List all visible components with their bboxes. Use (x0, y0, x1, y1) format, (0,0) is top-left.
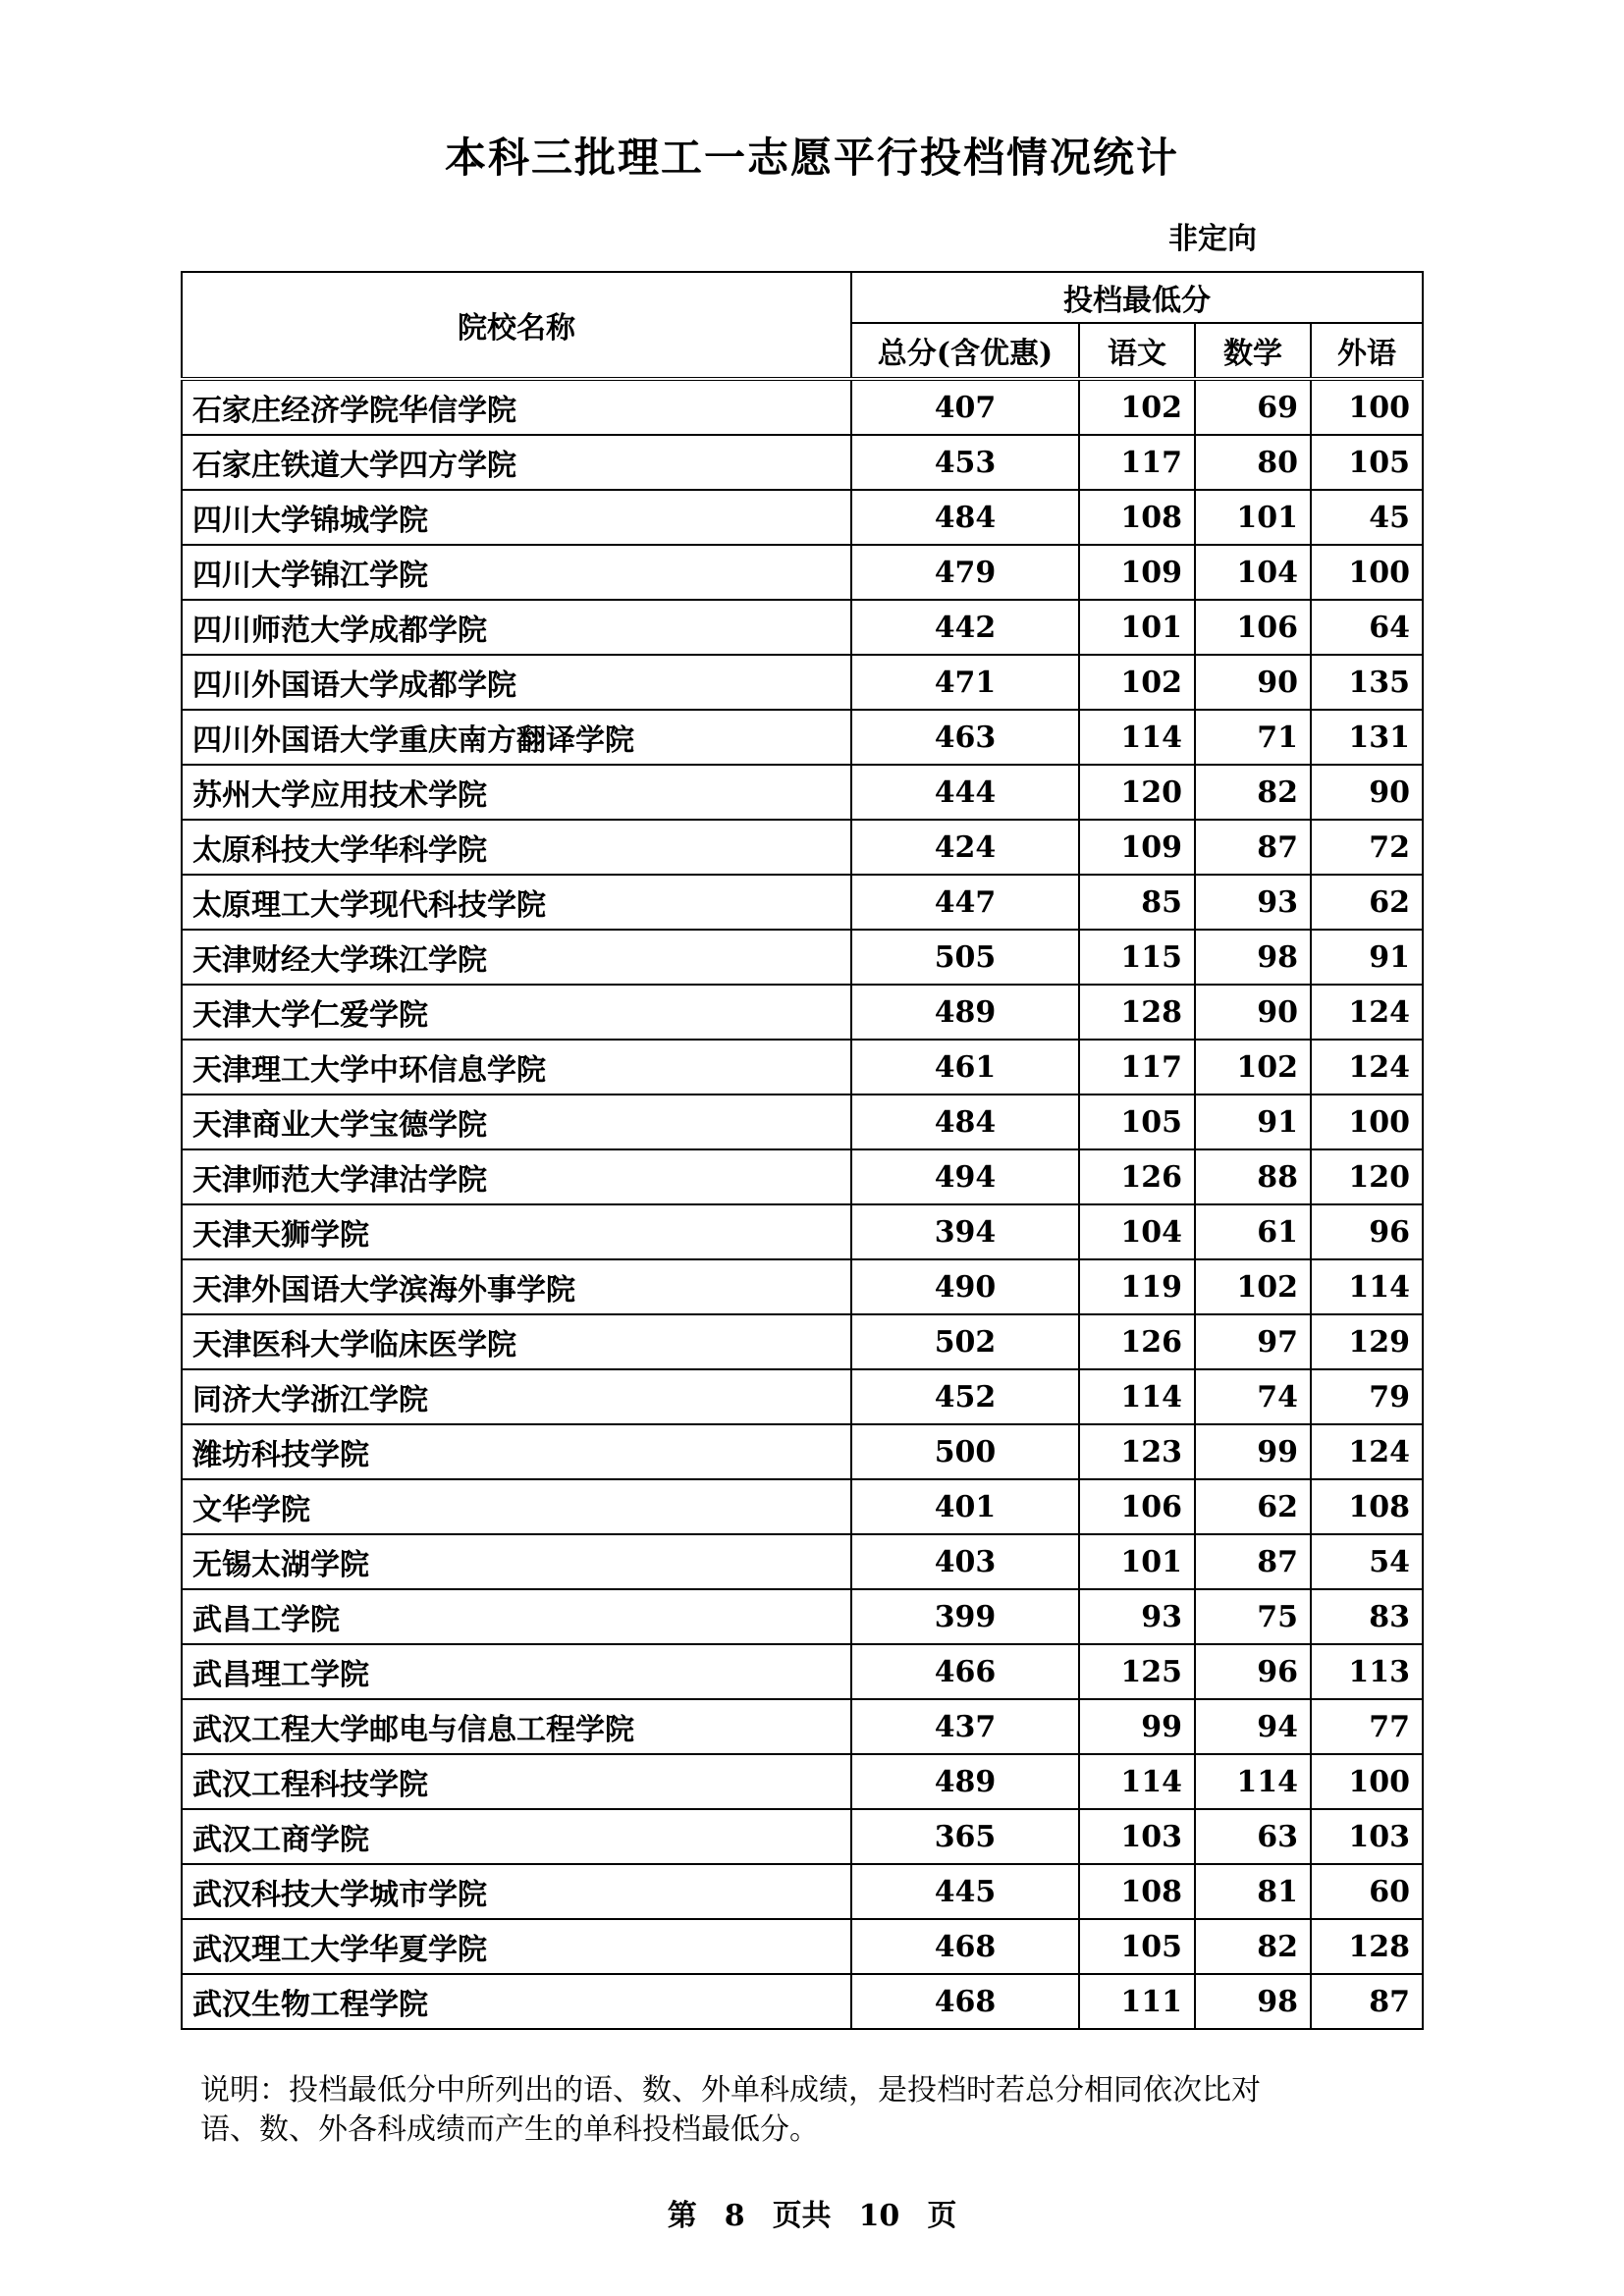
table-row (182, 1754, 1423, 1809)
total-score-cell: 399 (851, 1589, 1079, 1644)
school-name-cell: 天津外国语大学滨海外事学院 (182, 1259, 851, 1314)
math-score-cell: 75 (1195, 1589, 1311, 1644)
math-score-cell: 82 (1195, 1919, 1311, 1974)
school-name-cell: 潍坊科技学院 (182, 1424, 851, 1479)
foreign-score-cell: 129 (1311, 1314, 1423, 1369)
chinese-score-cell: 125 (1079, 1644, 1195, 1699)
total-score-cell: 424 (851, 820, 1079, 875)
page-title: 本科三批理工一志愿平行投档情况统计 (444, 133, 1179, 182)
total-score-cell: 365 (851, 1809, 1079, 1864)
chinese-score-cell: 99 (1079, 1699, 1195, 1754)
math-score-cell: 99 (1195, 1424, 1311, 1479)
total-score-cell: 445 (851, 1864, 1079, 1919)
chinese-score-cell: 126 (1079, 1314, 1195, 1369)
footer-mid: 页共 (772, 2199, 832, 2233)
chinese-score-cell: 102 (1079, 655, 1195, 710)
table-row (182, 490, 1423, 545)
table-row (182, 1534, 1423, 1589)
footer-suffix: 页 (927, 2199, 957, 2233)
total-score-cell: 468 (851, 1919, 1079, 1974)
total-score-cell: 394 (851, 1204, 1079, 1259)
school-name-cell: 四川外国语大学重庆南方翻译学院 (182, 710, 851, 765)
math-score-cell: 102 (1195, 1040, 1311, 1095)
foreign-score-cell: 64 (1311, 600, 1423, 655)
school-name-cell: 武汉理工大学华夏学院 (182, 1919, 851, 1974)
foreign-score-cell: 105 (1311, 435, 1423, 490)
foreign-score-cell: 54 (1311, 1534, 1423, 1589)
foreign-score-cell: 103 (1311, 1809, 1423, 1864)
table-row (182, 1095, 1423, 1149)
table-row (182, 985, 1423, 1040)
table-row (182, 1589, 1423, 1644)
math-score-cell: 88 (1195, 1149, 1311, 1204)
math-score-cell: 94 (1195, 1699, 1311, 1754)
table-row (182, 1974, 1423, 2029)
school-name-cell: 天津理工大学中环信息学院 (182, 1040, 851, 1095)
table-row (182, 600, 1423, 655)
table-row (182, 545, 1423, 600)
math-score-cell: 90 (1195, 985, 1311, 1040)
school-name-cell: 文华学院 (182, 1479, 851, 1534)
chinese-score-cell: 85 (1079, 875, 1195, 930)
chinese-score-cell: 109 (1079, 820, 1195, 875)
school-name-cell: 武汉科技大学城市学院 (182, 1864, 851, 1919)
school-name-cell: 四川大学锦江学院 (182, 545, 851, 600)
chinese-score-cell: 111 (1079, 1974, 1195, 2029)
math-score-cell: 114 (1195, 1754, 1311, 1809)
total-score-cell: 463 (851, 710, 1079, 765)
chinese-score-cell: 104 (1079, 1204, 1195, 1259)
math-score-cell: 93 (1195, 875, 1311, 930)
table-row (182, 1149, 1423, 1204)
foreign-score-cell: 91 (1311, 930, 1423, 985)
school-name-cell: 苏州大学应用技术学院 (182, 765, 851, 820)
math-score-cell: 98 (1195, 1974, 1311, 2029)
table-row (182, 1479, 1423, 1534)
chinese-score-cell: 106 (1079, 1479, 1195, 1534)
page-footer (0, 2191, 1624, 2234)
school-name-cell: 天津商业大学宝德学院 (182, 1095, 851, 1149)
total-score-cell: 484 (851, 490, 1079, 545)
note-line-2: 语、数、外各科成绩而产生的单科投档最低分。 (200, 2112, 819, 2147)
math-score-cell: 63 (1195, 1809, 1311, 1864)
current-page-number: 8 (724, 2199, 745, 2233)
school-name-cell: 四川大学锦城学院 (182, 490, 851, 545)
math-header: 数学 (1195, 323, 1311, 379)
school-name-cell: 天津医科大学临床医学院 (182, 1314, 851, 1369)
school-name-cell: 太原理工大学现代科技学院 (182, 875, 851, 930)
chinese-score-cell: 114 (1079, 710, 1195, 765)
table-row (182, 1259, 1423, 1314)
math-score-cell: 106 (1195, 600, 1311, 655)
foreign-score-cell: 62 (1311, 875, 1423, 930)
math-score-cell: 87 (1195, 820, 1311, 875)
table-row (182, 1919, 1423, 1974)
table-row (182, 820, 1423, 875)
foreign-score-cell: 87 (1311, 1974, 1423, 2029)
math-score-cell: 81 (1195, 1864, 1311, 1919)
foreign-score-cell: 124 (1311, 1040, 1423, 1095)
chinese-score-cell: 108 (1079, 490, 1195, 545)
chinese-score-cell: 101 (1079, 600, 1195, 655)
foreign-score-cell: 100 (1311, 1095, 1423, 1149)
table-row (182, 930, 1423, 985)
total-score-cell: 500 (851, 1424, 1079, 1479)
total-score-cell: 452 (851, 1369, 1079, 1424)
foreign-score-cell: 77 (1311, 1699, 1423, 1754)
chinese-score-cell: 102 (1079, 379, 1195, 435)
school-name-cell: 石家庄铁道大学四方学院 (182, 435, 851, 490)
table-row (182, 1204, 1423, 1259)
school-name-cell: 无锡太湖学院 (182, 1534, 851, 1589)
math-score-cell: 96 (1195, 1644, 1311, 1699)
foreign-score-cell: 100 (1311, 1754, 1423, 1809)
school-name-cell: 天津大学仁爱学院 (182, 985, 851, 1040)
foreign-score-cell: 113 (1311, 1644, 1423, 1699)
table-row (182, 1314, 1423, 1369)
school-name-cell: 石家庄经济学院华信学院 (182, 379, 851, 435)
math-score-cell: 87 (1195, 1534, 1311, 1589)
math-score-cell: 104 (1195, 545, 1311, 600)
foreign-score-cell: 128 (1311, 1919, 1423, 1974)
math-score-cell: 102 (1195, 1259, 1311, 1314)
math-score-cell: 80 (1195, 435, 1311, 490)
total-score-cell: 484 (851, 1095, 1079, 1149)
math-score-cell: 61 (1195, 1204, 1311, 1259)
foreign-score-cell: 114 (1311, 1259, 1423, 1314)
foreign-score-cell: 131 (1311, 710, 1423, 765)
total-score-cell: 468 (851, 1974, 1079, 2029)
school-name-cell: 武汉工程大学邮电与信息工程学院 (182, 1699, 851, 1754)
chinese-score-cell: 117 (1079, 1040, 1195, 1095)
foreign-score-cell: 83 (1311, 1589, 1423, 1644)
total-score-cell: 489 (851, 1754, 1079, 1809)
school-name-cell: 武汉生物工程学院 (182, 1974, 851, 2029)
foreign-score-cell: 108 (1311, 1479, 1423, 1534)
table-row (182, 435, 1423, 490)
school-name-cell: 武昌工学院 (182, 1589, 851, 1644)
total-score-cell: 490 (851, 1259, 1079, 1314)
school-name-cell: 太原科技大学华科学院 (182, 820, 851, 875)
category-label: 非定向 (1168, 222, 1257, 256)
table-row (182, 1809, 1423, 1864)
foreign-score-cell: 100 (1311, 379, 1423, 435)
chinese-score-cell: 109 (1079, 545, 1195, 600)
school-name-cell: 武昌理工学院 (182, 1644, 851, 1699)
total-score-cell: 466 (851, 1644, 1079, 1699)
table-row (182, 379, 1423, 435)
math-score-cell: 98 (1195, 930, 1311, 985)
table-row (182, 765, 1423, 820)
chinese-score-cell: 105 (1079, 1919, 1195, 1974)
math-score-cell: 71 (1195, 710, 1311, 765)
school-name-cell: 四川师范大学成都学院 (182, 600, 851, 655)
table-row (182, 710, 1423, 765)
chinese-score-cell: 119 (1079, 1259, 1195, 1314)
table-header (182, 272, 1423, 379)
chinese-score-cell: 108 (1079, 1864, 1195, 1919)
total-score-cell: 447 (851, 875, 1079, 930)
foreign-score-cell: 135 (1311, 655, 1423, 710)
school-name-cell: 武汉工程科技学院 (182, 1754, 851, 1809)
foreign-score-cell: 100 (1311, 545, 1423, 600)
note-line-1: 说明：投档最低分中所列出的语、数、外单科成绩，是投档时若总分相同依次比对 (200, 2073, 1261, 2108)
total-score-cell: 453 (851, 435, 1079, 490)
foreign-score-cell: 124 (1311, 1424, 1423, 1479)
total-score-cell: 489 (851, 985, 1079, 1040)
table-row (182, 655, 1423, 710)
total-pages-number: 10 (858, 2199, 900, 2233)
math-score-cell: 74 (1195, 1369, 1311, 1424)
min-score-group-header: 投档最低分 (851, 272, 1423, 323)
total-score-cell: 442 (851, 600, 1079, 655)
chinese-score-cell: 120 (1079, 765, 1195, 820)
school-name-cell: 天津师范大学津沽学院 (182, 1149, 851, 1204)
foreign-score-cell: 90 (1311, 765, 1423, 820)
total-score-cell: 505 (851, 930, 1079, 985)
school-name-header: 院校名称 (182, 272, 851, 379)
chinese-header: 语文 (1079, 323, 1195, 379)
chinese-score-cell: 128 (1079, 985, 1195, 1040)
table-body (182, 379, 1423, 2029)
school-name-cell: 天津财经大学珠江学院 (182, 930, 851, 985)
total-score-cell: 502 (851, 1314, 1079, 1369)
foreign-score-cell: 60 (1311, 1864, 1423, 1919)
table-row (182, 875, 1423, 930)
table-row (182, 1424, 1423, 1479)
total-score-cell: 401 (851, 1479, 1079, 1534)
chinese-score-cell: 105 (1079, 1095, 1195, 1149)
math-score-cell: 69 (1195, 379, 1311, 435)
total-score-cell: 494 (851, 1149, 1079, 1204)
chinese-score-cell: 114 (1079, 1369, 1195, 1424)
chinese-score-cell: 103 (1079, 1809, 1195, 1864)
total-score-cell: 479 (851, 545, 1079, 600)
math-score-cell: 91 (1195, 1095, 1311, 1149)
math-score-cell: 62 (1195, 1479, 1311, 1534)
total-score-cell: 403 (851, 1534, 1079, 1589)
math-score-cell: 97 (1195, 1314, 1311, 1369)
table-row (182, 1040, 1423, 1095)
school-name-cell: 同济大学浙江学院 (182, 1369, 851, 1424)
foreign-language-header: 外语 (1311, 323, 1423, 379)
footer-prefix: 第 (667, 2199, 697, 2233)
chinese-score-cell: 126 (1079, 1149, 1195, 1204)
foreign-score-cell: 72 (1311, 820, 1423, 875)
chinese-score-cell: 115 (1079, 930, 1195, 985)
foreign-score-cell: 45 (1311, 490, 1423, 545)
chinese-score-cell: 93 (1079, 1589, 1195, 1644)
math-score-cell: 90 (1195, 655, 1311, 710)
total-score-header: 总分(含优惠) (851, 323, 1079, 379)
explanation-note (200, 2071, 1437, 2150)
school-name-cell: 武汉工商学院 (182, 1809, 851, 1864)
chinese-score-cell: 114 (1079, 1754, 1195, 1809)
table-row (182, 1369, 1423, 1424)
total-score-cell: 444 (851, 765, 1079, 820)
table-row (182, 1699, 1423, 1754)
school-name-cell: 天津天狮学院 (182, 1204, 851, 1259)
total-score-cell: 461 (851, 1040, 1079, 1095)
total-score-cell: 407 (851, 379, 1079, 435)
school-name-cell: 四川外国语大学成都学院 (182, 655, 851, 710)
table-row (182, 1864, 1423, 1919)
table-row (182, 1644, 1423, 1699)
foreign-score-cell: 120 (1311, 1149, 1423, 1204)
chinese-score-cell: 101 (1079, 1534, 1195, 1589)
foreign-score-cell: 79 (1311, 1369, 1423, 1424)
chinese-score-cell: 123 (1079, 1424, 1195, 1479)
scores-table (181, 271, 1424, 2030)
math-score-cell: 82 (1195, 765, 1311, 820)
math-score-cell: 101 (1195, 490, 1311, 545)
total-score-cell: 437 (851, 1699, 1079, 1754)
foreign-score-cell: 96 (1311, 1204, 1423, 1259)
total-score-cell: 471 (851, 655, 1079, 710)
foreign-score-cell: 124 (1311, 985, 1423, 1040)
chinese-score-cell: 117 (1079, 435, 1195, 490)
